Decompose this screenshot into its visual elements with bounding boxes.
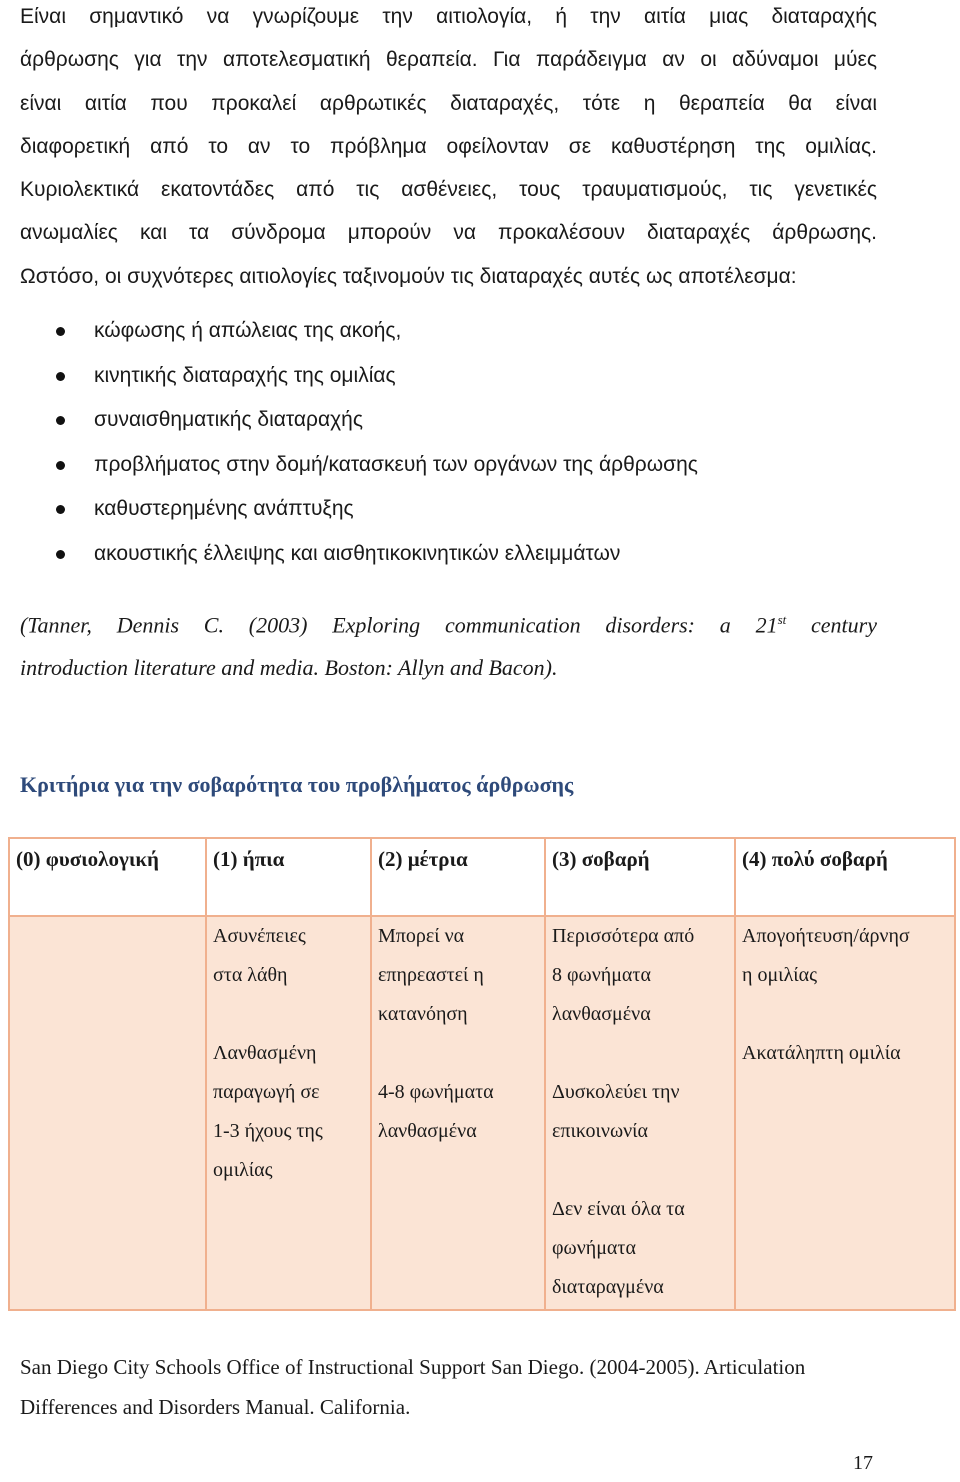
list-item	[0, 487, 698, 532]
reference-line: San Diego City Schools Office of Instructional Support San Diego. (2004-2005). Articulation	[20, 1355, 806, 1379]
cell-line: Δυσκολεύει την	[552, 1081, 680, 1103]
table-cell	[545, 916, 735, 1310]
list-item-text: ακουστικής έλλειψης και αισθητικοκινητικών ελλειμμάτων	[94, 541, 621, 565]
list-item-text: κινητικής διαταραχής της ομιλίας	[94, 363, 396, 387]
cell-line: Περισσότερα από	[552, 925, 695, 947]
list-item	[0, 309, 698, 354]
cell-line: ομιλίας	[213, 1159, 273, 1181]
list-item-text: καθυστερημένης ανάπτυξης	[94, 497, 354, 521]
bullet-icon	[56, 505, 65, 514]
list-item	[0, 532, 698, 577]
paragraph-line: Είναι σημαντικό να γνωρίζουμε την αιτιολογία, ή την αιτία μιας διαταραχής	[20, 5, 877, 28]
cell-line: Λανθασμένη	[213, 1042, 317, 1064]
cell-line: η ομιλίας	[742, 964, 818, 986]
list-item	[0, 354, 698, 399]
bullet-icon	[56, 372, 65, 381]
table-header-row	[9, 838, 955, 916]
cell-line: λανθασμένα	[552, 1003, 651, 1025]
cell-line: στα λάθη	[213, 964, 288, 986]
intro-paragraph	[20, 0, 877, 298]
superscript: st	[777, 612, 787, 627]
paragraph-line: άρθρωσης για την αποτελεσματική θεραπεία. Για παράδειγμα αν οι αδύναμοι μύες	[20, 48, 877, 72]
bullet-icon	[56, 461, 65, 470]
table-cell	[206, 916, 371, 1310]
san-diego-reference	[20, 1348, 900, 1427]
reference-text: century	[786, 612, 877, 638]
cell-line: επηρεαστεί η	[378, 964, 484, 986]
list-item	[0, 398, 698, 443]
reference-line	[20, 598, 877, 646]
cell-line: παραγωγή σε	[213, 1081, 320, 1103]
reference-line: introduction literature and media. Boston: Allyn and Bacon).	[20, 655, 558, 681]
list-item-text: προβλήματος στην δομή/κατασκευή των οργάνων της άρθρωσης	[94, 452, 698, 476]
bullet-icon	[56, 327, 65, 336]
cell-line: Δεν είναι όλα τα	[552, 1198, 685, 1220]
cell-line	[213, 995, 364, 1034]
cell-line: Μπορεί να	[378, 925, 465, 947]
bullet-icon	[56, 416, 65, 425]
list-item	[0, 443, 698, 488]
cell-line: λανθασμένα	[378, 1120, 477, 1142]
cell-line: 1-3 ήχους της	[213, 1120, 323, 1142]
cell-line: Ακατάληπτη ομιλία	[742, 1042, 901, 1064]
column-header: (2) μέτρια	[371, 838, 545, 916]
severity-table	[8, 837, 956, 1311]
reference-line: Differences and Disorders Manual. California.	[20, 1394, 411, 1419]
cell-line: Απογοήτευση/άρνησ	[742, 925, 910, 947]
list-item-text: κώφωσης ή απώλειας της ακοής,	[94, 319, 402, 342]
paragraph-line: διαφορετική από το αν το πρόβλημα οφείλονταν σε καθυστέρηση της ομιλίας.	[20, 134, 877, 158]
cell-line	[552, 1151, 728, 1190]
cell-line: κατανόηση	[378, 1003, 468, 1025]
reference-text: (Tanner, Dennis C. (2003) Exploring communication disorders: a 21	[20, 612, 778, 638]
tanner-reference	[20, 598, 877, 689]
cell-line: φωνήματα	[552, 1237, 636, 1259]
cell-line	[378, 1034, 538, 1073]
column-header: (0) φυσιολογική	[9, 838, 206, 916]
cell-line: 8 φωνήματα	[552, 964, 651, 986]
page-number: 17	[853, 1452, 873, 1474]
paragraph-line: Κυριολεκτικά εκατοντάδες από τις ασθένειες, τους τραυματισμούς, τις γενετικές	[20, 178, 877, 202]
paragraph-line: είναι αιτία που προκαλεί αρθρωτικές διαταραχές, τότε η θεραπεία θα είναι	[20, 91, 877, 115]
section-title: Κριτήρια για την σοβαρότητα του προβλήματος άρθρωσης	[20, 772, 574, 797]
cell-line	[552, 1034, 728, 1073]
cell-line: επικοινωνία	[552, 1120, 649, 1142]
table-cell	[735, 916, 955, 1310]
paragraph-line: ανωμαλίες και τα σύνδρομα μπορούν να προκαλέσουν διαταραχές άρθρωσης.	[20, 221, 877, 245]
paragraph-line: Ωστόσο, οι συχνότερες αιτιολογίες ταξινομούν τις διαταραχές αυτές ως αποτέλεσμα:	[20, 264, 797, 288]
table-cell	[371, 916, 545, 1310]
cell-line: Ασυνέπειες	[213, 925, 306, 947]
cell-line: διαταραγμένα	[552, 1276, 664, 1298]
column-header: (1) ήπια	[206, 838, 371, 916]
list-item-text: συναισθηματικής διαταραχής	[94, 408, 363, 432]
table-row	[9, 916, 955, 1310]
cause-list	[0, 309, 698, 577]
cell-line: 4-8 φωνήματα	[378, 1081, 494, 1103]
table-cell	[9, 916, 206, 1310]
cell-line	[742, 995, 948, 1034]
column-header: (3) σοβαρή	[545, 838, 735, 916]
column-header: (4) πολύ σοβαρή	[735, 838, 955, 916]
bullet-icon	[56, 550, 65, 559]
